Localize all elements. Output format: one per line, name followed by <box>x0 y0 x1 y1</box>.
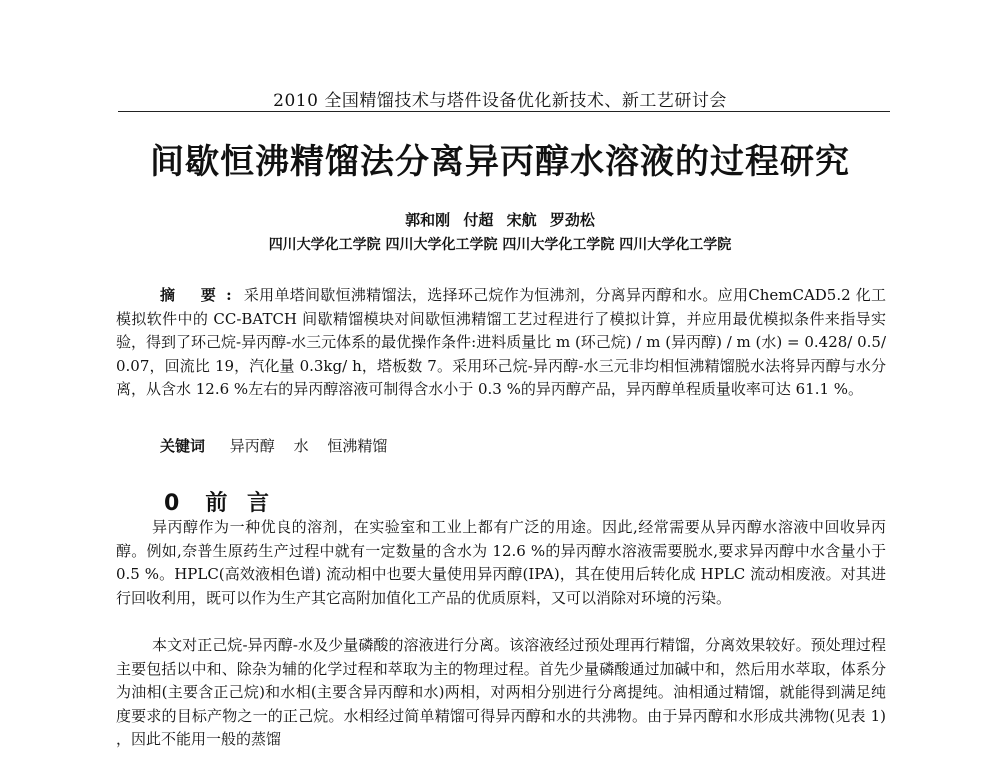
section-heading <box>164 486 275 517</box>
section-number: 0 <box>164 491 180 516</box>
keywords-line <box>160 435 860 456</box>
abstract-label: 摘 要: <box>160 286 242 304</box>
author-list: 郭和刚 付超 宋航 罗劲松 <box>405 211 595 229</box>
body-paragraph: 异丙醇作为一种优良的溶剂，在实验室和工业上都有广泛的用途。因此,经常需要从异丙醇水溶液中回收异丙醇。例如,奈普生原药生产过程中就有一定数量的含水为 12.6 %的异丙醇水溶液需要脱水,要求异丙醇中水含量小于 0.5 %。HPLC(高效液相色谱) 流动相中也要大量使用异丙醇(IPA)，其在使用后转化成 HPLC 流动相废液。对其进行回收利用，既可以作为生产其它高附加值化工产品的优质原料，又可以消除对环境的污染。 <box>116 518 886 607</box>
keyword-item: 异丙醇 <box>229 437 275 455</box>
keyword-item: 水 <box>293 437 309 455</box>
header-rule <box>118 111 890 112</box>
abstract <box>116 284 886 402</box>
section-title: 前 言 <box>205 491 275 516</box>
body-paragraph: 本文对正己烷-异丙醇-水及少量磷酸的溶液进行分离。该溶液经过预处理再行精馏，分离效果较好。预处理过程主要包括以中和、除杂为辅的化学过程和萃取为主的物理过程。首先少量磷酸通过加碱中和，然后用水萃取，体系分为油相(主要含正己烷)和水相(主要含异丙醇和水)两相，对两相分别进行分离提纯。油相通过精馏，就能得到满足纯度要求的目标产物之一的正己烷。水相经过简单精馏可得异丙醇和水的共沸物。由于异丙醇和水形成共沸物(见表 1) ，因此不能用一般的蒸馏 <box>116 636 886 748</box>
keywords-label: 关键词 <box>160 437 206 455</box>
affiliation-list: 四川大学化工学院 四川大学化工学院 四川大学化工学院 四川大学化工学院 <box>268 237 732 253</box>
paper-title: 间歇恒沸精馏法分离异丙醇水溶液的过程研究 <box>150 142 850 182</box>
conference-header: 2010 全国精馏技术与塔件设备优化新技术、新工艺研讨会 <box>273 91 727 111</box>
keyword-item: 恒沸精馏 <box>327 437 388 455</box>
abstract-text: 采用单塔间歇恒沸精馏法，选择环己烷作为恒沸剂，分离异丙醇和水。应用ChemCAD5.2 化工模拟软件中的 CC-BATCH 间歇精馏模块对间歇恒沸精馏工艺过程进行了模拟计算，并应用最优模拟条件来指导实验，得到了环己烷-异丙醇-水三元体系的最优操作条件:进料质量比 m (环己烷) / m (异丙醇) / m (水) = 0.428/ 0.5/ 0.07，回流比 19，汽化量 0.3kg/ h，塔板数 7。采用环己烷-异丙醇-水三元非均相恒沸精馏脱水法将异丙醇与水分离，从含水 12.6 %左右的异丙醇溶液可制得含水小于 0.3 %的异丙醇产品，异丙醇单程质量收率可达 61.1 %。 <box>116 286 887 398</box>
